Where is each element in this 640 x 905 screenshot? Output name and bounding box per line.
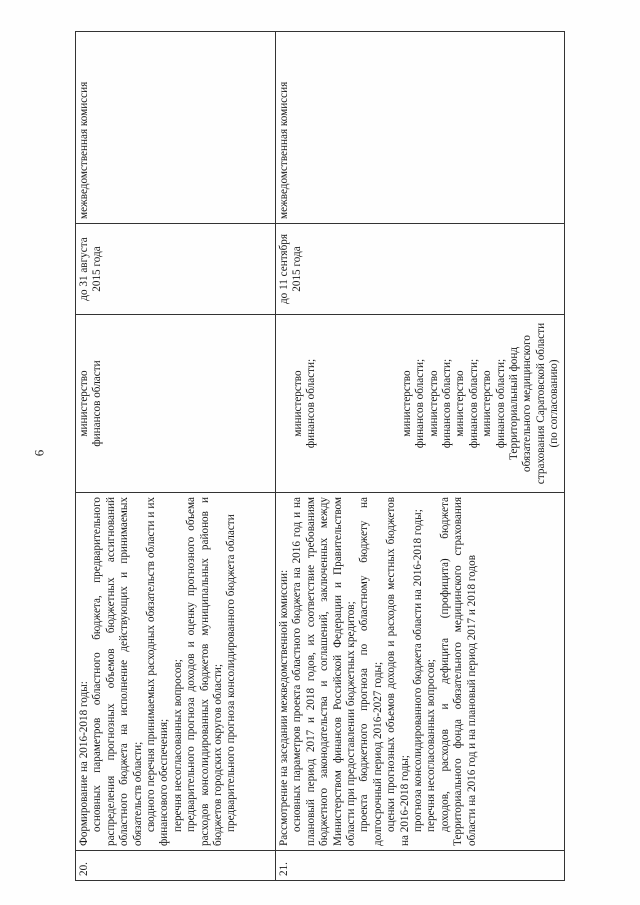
- list-item: сводного перечня принимаемых расходных обязательств области и их финансового обеспечения;: [145, 497, 171, 846]
- row-deadline: [76, 224, 276, 315]
- list-item: перечня несогласованных вопросов;: [425, 659, 438, 832]
- row-participants: [76, 32, 276, 224]
- participants-text: межведомственная комиссия: [78, 81, 90, 219]
- executor-line: министерство: [427, 370, 440, 437]
- row-number: 20.: [76, 851, 276, 881]
- row-description: [76, 493, 276, 851]
- executor-line: министерство: [481, 370, 494, 437]
- list-item: доходов, расходов и дефицита (профицита) бюджета Территориального фонда обязательного медицинского страхования области на 2016 год и на плановый период 2017 и 2018 годов: [438, 497, 478, 846]
- list-item: прогноза консолидированного бюджета области на 2016-2018 годы;: [412, 509, 425, 832]
- list-item: оценки прогнозных объемов доходов и расходов местных бюджетов на 2016-2018 годы;: [385, 497, 411, 846]
- executor-line: министерство: [78, 370, 90, 437]
- list-item: предварительного прогноза консолидированного бюджета области: [225, 514, 238, 832]
- executor-line: финансов области;: [441, 358, 454, 449]
- table-row: [276, 32, 565, 881]
- list-item: проекта бюджетного прогноза по областному бюджету на долгосрочный период 2016-2027 годы;: [358, 497, 384, 846]
- executor-line: Территориальный фонд обязательного медицинского страхования Саратовской области (по согласованию): [508, 322, 561, 485]
- rotated-table-container: [75, 32, 561, 881]
- row-executor: [76, 315, 276, 493]
- executor-line: министерство: [292, 370, 304, 437]
- row-deadline: [276, 224, 565, 315]
- executor-line: финансов области: [91, 360, 104, 447]
- row-title: Рассмотрение на заседании межведомственной комиссии:: [278, 569, 290, 846]
- list-item: основных параметров проекта областного бюджета на 2016 год и на плановый период 2017 и 2018 годов, их соответствие требованиям бюджетного законодательства и соглашений, заключенных между Министерством финансов Российской Федерации и Правительством области при предоставлении бюджетных кредитов;: [291, 497, 358, 846]
- deadline-text: до 11 сентября 2015 года: [278, 233, 304, 305]
- schedule-table: [75, 31, 565, 881]
- row-title: Формирование на 2016-2018 годы:: [78, 681, 90, 846]
- list-item: перечня несогласованных вопросов;: [171, 659, 184, 832]
- row-description: [276, 493, 565, 851]
- deadline-text: до 31 августа 2015 года: [78, 237, 104, 301]
- row-participants: [276, 32, 565, 224]
- executor-line: финансов области;: [494, 358, 507, 449]
- table-row: [76, 32, 276, 881]
- participants-text: межведомственная комиссия: [278, 81, 290, 219]
- executor-line: финансов области;: [414, 358, 427, 449]
- executor-line: финансов области;: [467, 358, 480, 449]
- executor-line: министерство: [454, 370, 467, 437]
- list-item: предварительного прогноза доходов и оценку прогнозного объема расходов консолидированных бюджетов муниципальных районов и бюджетов городских округов области;: [185, 497, 225, 846]
- row-executor: [276, 315, 565, 493]
- executor-line: министерство: [400, 370, 413, 437]
- row-number: 21.: [276, 851, 565, 881]
- executor-line: финансов области;: [305, 358, 318, 449]
- list-item: основных параметров областного бюджета, предварительного распределения прогнозных объемов бюджетных ассигнований областного бюджета на исполнение действующих и принимаемых обязательств области;: [91, 497, 144, 846]
- page-number: 6: [31, 449, 47, 457]
